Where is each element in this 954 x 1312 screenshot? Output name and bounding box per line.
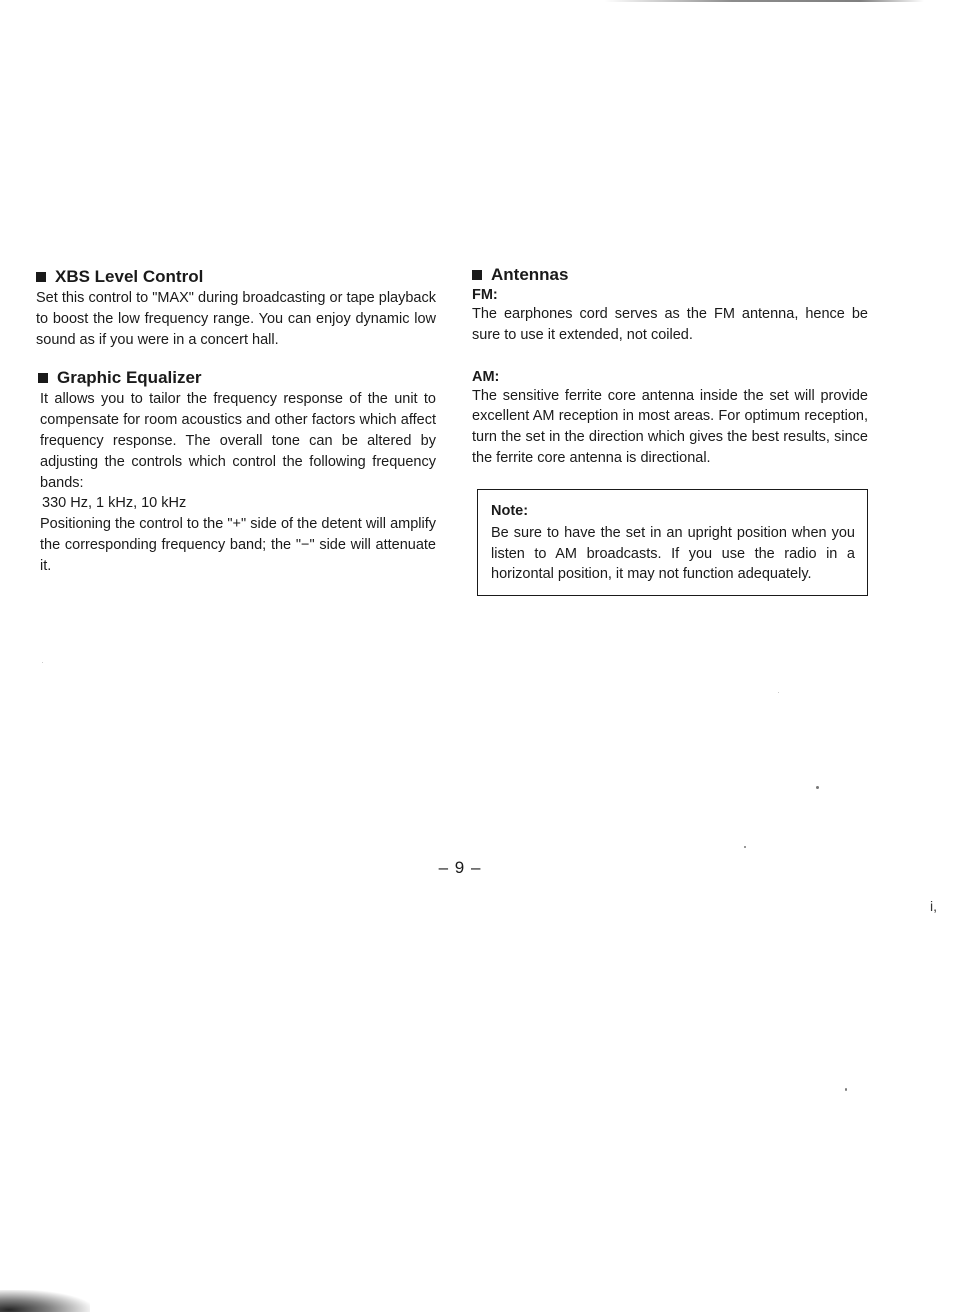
note-body: Be sure to have the set in an upright position when you listen to AM broadcasts. If you use the radio in a horizontal position, it may not function adequately. (491, 524, 855, 583)
square-bullet-icon (472, 270, 482, 280)
xbs-heading (36, 266, 436, 288)
positioning-text: Positioning the control to the "+" side of the detent will amplify the corresponding frequency band; the "−" side will attenuate it. (40, 516, 436, 574)
page-number: – 9 – (438, 858, 482, 877)
graphic-equalizer-heading-text: Graphic Equalizer (57, 368, 202, 388)
scan-speck (744, 846, 746, 848)
left-column (36, 266, 436, 577)
note-label: Note: (491, 502, 529, 519)
scan-edge-line (604, 0, 924, 2)
note-box (477, 489, 868, 596)
margin-mark: i, (930, 898, 937, 914)
am-label: AM: (472, 368, 500, 385)
fm-block (472, 286, 868, 346)
fm-body: The earphones cord serves as the FM antenna, hence be sure to use it extended, not coiled. (472, 306, 868, 343)
graphic-equalizer-body: It allows you to tailor the frequency response of the unit to compensate for room acoustics and other factors which affect frequency response. The overall tone can be altered by adjusting the controls which control the following frequency bands: (40, 391, 436, 491)
square-bullet-icon (36, 272, 46, 282)
am-block (472, 368, 868, 469)
scan-speck (816, 786, 819, 789)
scan-speck (778, 692, 779, 693)
antennas-heading (472, 264, 868, 286)
scan-speck (42, 662, 43, 663)
xbs-body: Set this control to "MAX" during broadcasting or tape playback to boost the low frequency range. You can enjoy dynamic low sound as if you were in a concert hall. (36, 290, 436, 348)
antennas-section (472, 264, 868, 469)
square-bullet-icon (38, 373, 48, 383)
antennas-heading-text: Antennas (491, 265, 569, 284)
graphic-equalizer-section (36, 367, 436, 576)
am-body: The sensitive ferrite core antenna inside the set will provide excellent AM reception in most areas. For optimum reception, turn the set in the direction which gives the best results, since the ferrite core antenna is directional. (472, 387, 868, 466)
right-column (472, 264, 868, 596)
xbs-heading-text: XBS Level Control (55, 267, 204, 286)
scan-speck (845, 1088, 847, 1091)
scan-corner-smudge (0, 1290, 90, 1312)
fm-label: FM: (472, 287, 498, 303)
xbs-level-control-section (36, 266, 436, 350)
frequency-bands: 330 Hz, 1 kHz, 10 kHz (42, 495, 187, 512)
graphic-equalizer-heading (38, 367, 436, 389)
